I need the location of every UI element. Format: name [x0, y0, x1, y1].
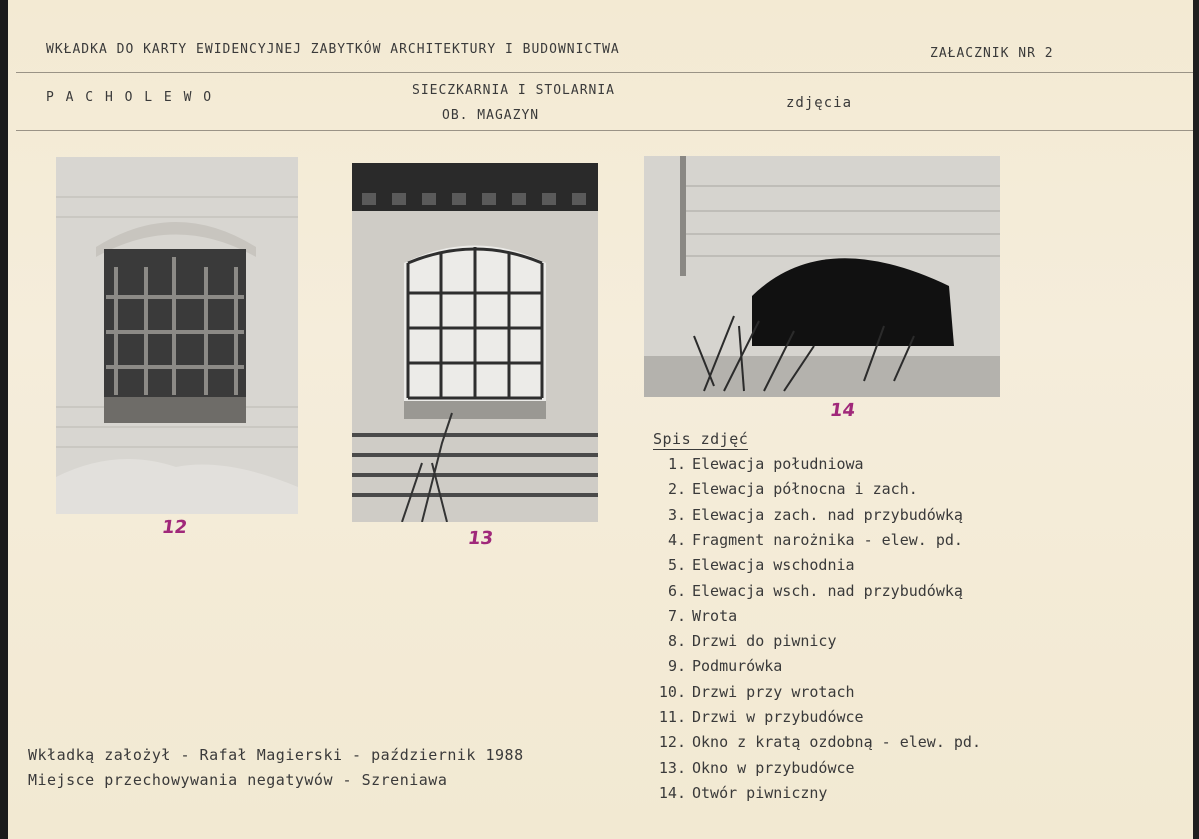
photo-12 [56, 157, 298, 514]
header-divider [16, 72, 1193, 73]
photo-list-item [648, 607, 737, 625]
photo-list-item-text: Elewacja wschodnia [692, 556, 855, 575]
photo-list-item-number: 9. [667, 657, 686, 676]
photo-list-item [648, 657, 782, 675]
photo-13 [352, 163, 598, 522]
photo-list-item-text: Elewacja północna i zach. [692, 480, 918, 499]
photo-list-item [648, 708, 864, 726]
photo-list-item-text: Podmurówka [692, 657, 783, 676]
photo-list-item-number: 10. [658, 682, 686, 701]
photo-list-item-number: 7. [667, 606, 686, 625]
photo-list-item-number: 2. [667, 480, 686, 499]
photo-list-item-number: 14. [658, 783, 686, 802]
photo-list-item [648, 784, 827, 802]
photo-list-item [648, 733, 981, 751]
photo-list-item-text: Drzwi przy wrotach [692, 682, 855, 701]
photo-list-item-text: Elewacja południowa [692, 455, 864, 473]
photo-list-item-text: Okno w przybudówce [692, 758, 855, 777]
photo-number-12: 12 [160, 517, 189, 538]
document-title: WKŁADKA DO KARTY EWIDENCYJNEJ ZABYTKÓW ARCHITEKTURY I BUDOWNICTWA [46, 42, 620, 57]
photo-list-item [648, 632, 837, 650]
photo-number-13: 13 [466, 528, 495, 549]
photo-list-item [648, 759, 855, 777]
photo-list-item-number: 13. [658, 758, 686, 777]
photo-list-item [648, 556, 855, 574]
photo-list-item [648, 480, 918, 498]
photo-list-item-number: 6. [667, 581, 686, 600]
photo-list-item [648, 683, 855, 701]
negatives-location: Miejsce przechowywania negatywów - Szreniawa [28, 771, 448, 789]
photo-list-item-text: Drzwi do piwnicy [692, 632, 837, 651]
subheader-divider [16, 130, 1193, 131]
photo-list-item-number: 1. [667, 455, 686, 473]
section-label: zdjęcia [786, 95, 853, 111]
object-name-line1: SIECZKARNIA I STOLARNIA [412, 83, 616, 98]
cellar-opening-photo [644, 156, 1000, 397]
photo-list-item [648, 582, 963, 600]
photo-list-item-number: 5. [667, 556, 686, 575]
photo-list-item [648, 455, 864, 473]
photo-list-item-text: Wrota [692, 606, 738, 625]
photo-list-item-number: 8. [667, 632, 686, 651]
photo-list-item [648, 506, 963, 524]
object-name-line2: OB. MAGAZYN [442, 108, 540, 123]
annex-window-photo [352, 163, 598, 522]
photo-list-item-text: Elewacja zach. nad przybudówką [692, 505, 963, 524]
annex-label: ZAŁACZNIK NR 2 [930, 46, 1054, 61]
author-note: Wkładką założył - Rafał Magierski - październik 1988 [28, 746, 524, 764]
photo-list-item [648, 531, 963, 549]
photo-list-title-text: Spis zdjęć [653, 430, 749, 448]
photo-list-item-number: 12. [658, 733, 686, 752]
place-name: P A C H O L E W O [46, 90, 214, 105]
photo-list-item-number: 3. [667, 505, 686, 524]
photo-list-item-number: 4. [667, 530, 686, 549]
photo-list-item-text: Drzwi w przybudówce [692, 708, 864, 726]
photo-list-item-number: 11. [658, 708, 686, 726]
photo-list-title [653, 430, 748, 448]
window-grille-photo [56, 157, 298, 514]
photo-14 [644, 156, 1000, 397]
photo-list-item-text: Okno z kratą ozdobną - elew. pd. [692, 733, 981, 752]
photo-list-item-text: Elewacja wsch. nad przybudówką [692, 581, 963, 600]
photo-number-14: 14 [828, 400, 857, 421]
photo-list-item-text: Otwór piwniczny [692, 783, 828, 802]
photo-list-item-text: Fragment narożnika - elew. pd. [692, 530, 963, 549]
